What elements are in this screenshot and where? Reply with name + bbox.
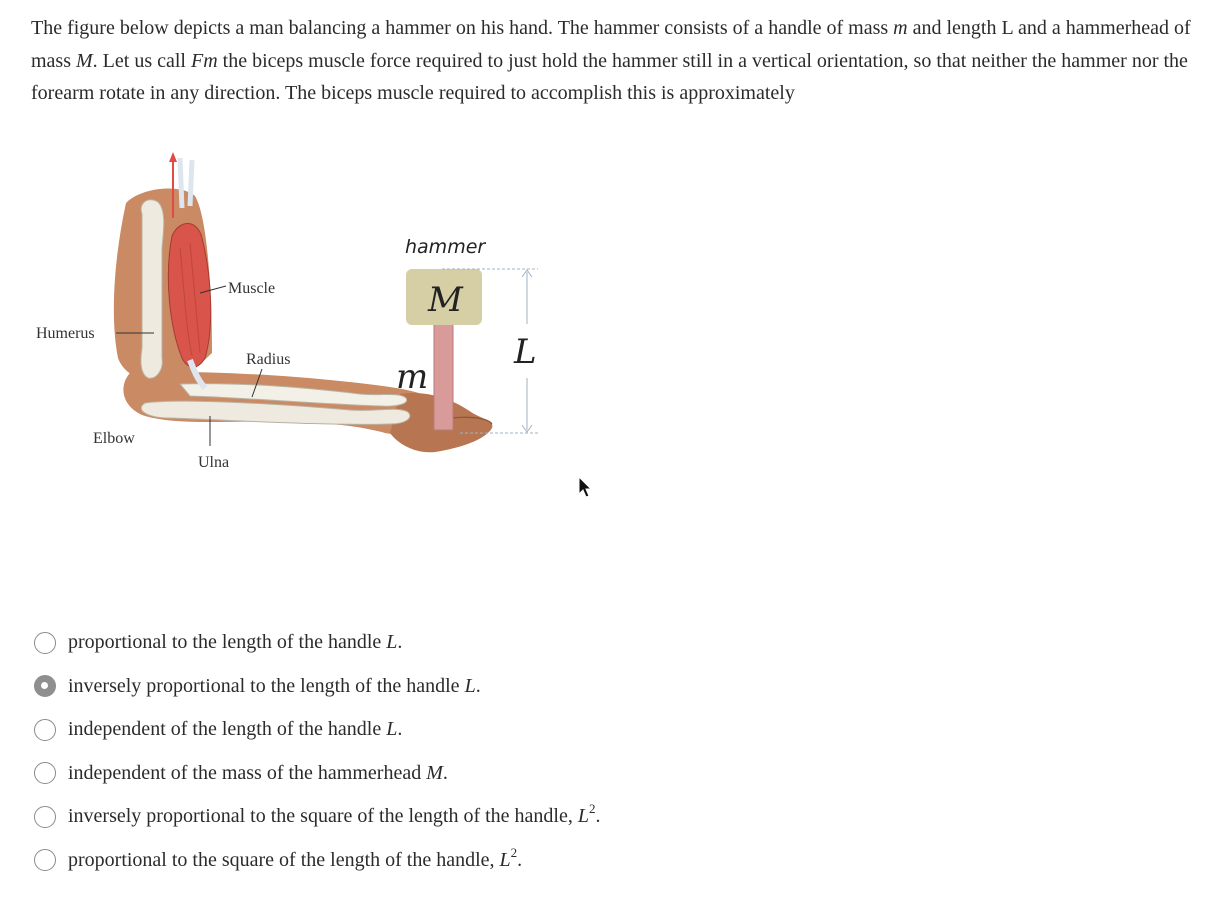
label-radius: Radius <box>246 351 291 368</box>
option-label: inversely proportional to the length of the handle L. <box>68 674 481 697</box>
radio-button[interactable] <box>34 806 56 828</box>
answer-option[interactable] <box>34 621 600 665</box>
label-elbow: Elbow <box>93 430 135 447</box>
option-label: independent of the mass of the hammerhead M. <box>68 761 448 784</box>
answer-option[interactable] <box>34 795 600 839</box>
label-muscle: Muscle <box>228 280 276 297</box>
hammer-handle <box>434 324 453 430</box>
radio-button-selected[interactable] <box>34 675 56 697</box>
label-hammer: hammer <box>405 236 486 258</box>
answer-option[interactable] <box>34 752 600 796</box>
answer-option[interactable] <box>34 708 600 752</box>
option-label: inversely proportional to the square of the length of the handle, $L^2$. <box>68 801 601 828</box>
question-text: The figure below depicts a man balancing a hammer on his hand. The hammer consists of a handle of mass m and length L and a hammerhead of mass M. Let us call Fm the biceps muscle force required to just hold the hammer still in a vertical orientation, so that neither the hammer nor the forearm rotate in any direction. The biceps muscle required to accomplish this is approximately <box>31 17 1191 104</box>
radio-button[interactable] <box>34 632 56 654</box>
label-handle-mass: m <box>396 357 429 397</box>
option-label: independent of the length of the handle L. <box>68 718 403 741</box>
label-head-mass: M <box>428 280 463 320</box>
answer-option[interactable] <box>34 665 600 709</box>
mouse-pointer-icon <box>578 476 594 500</box>
radio-button[interactable] <box>34 762 56 784</box>
humerus-bone <box>141 200 164 378</box>
answer-option[interactable] <box>34 839 600 883</box>
label-length: L <box>514 332 537 372</box>
radio-button[interactable] <box>34 719 56 741</box>
option-label: proportional to the length of the handle L. <box>68 631 403 654</box>
option-label: proportional to the square of the length of the handle, $L^2$. <box>68 844 523 871</box>
arm-hammer-figure <box>30 148 550 478</box>
label-ulna: Ulna <box>198 454 230 471</box>
label-humerus: Humerus <box>36 325 95 342</box>
answer-options <box>34 621 600 882</box>
radio-button[interactable] <box>34 849 56 871</box>
